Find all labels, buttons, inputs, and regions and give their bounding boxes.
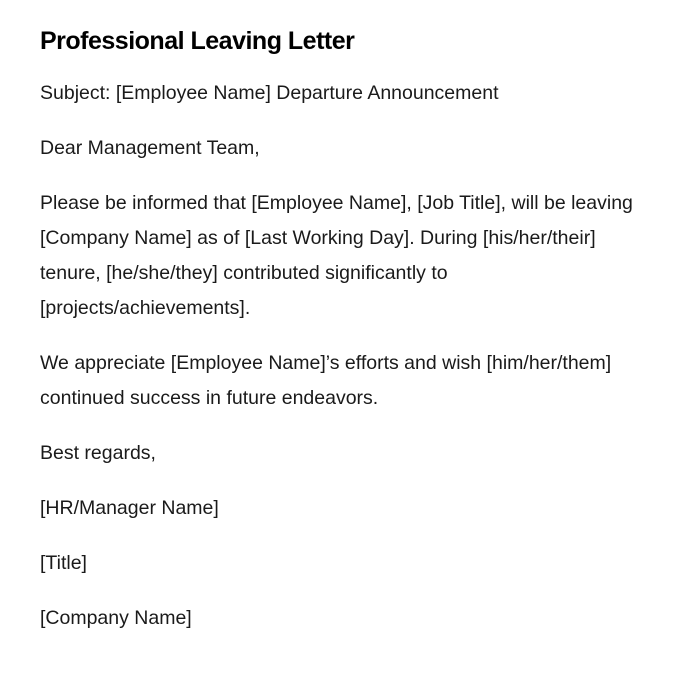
closing: Best regards, [40,442,156,464]
body-paragraph-announcement: Please be informed that [Employee Name], [Job Title], will be leaving [Company Name] as of [Last Working Day]. During [his/her/their] tenure, [he/she/they] contributed significantly to [projects/achievements]. [40,192,633,319]
signature-title: [Title] [40,552,87,574]
salutation: Dear Management Team, [40,137,260,159]
body-paragraph-appreciation: We appreciate [Employee Name]’s efforts and wish [him/her/them] continued success in future endeavors. [40,352,612,409]
signature-name: [HR/Manager Name] [40,497,219,519]
signature-company: [Company Name] [40,607,192,629]
letter-document [40,24,660,656]
document-title: Professional Leaving Letter [40,27,355,55]
subject-line: Subject: [Employee Name] Departure Announcement [40,82,499,104]
